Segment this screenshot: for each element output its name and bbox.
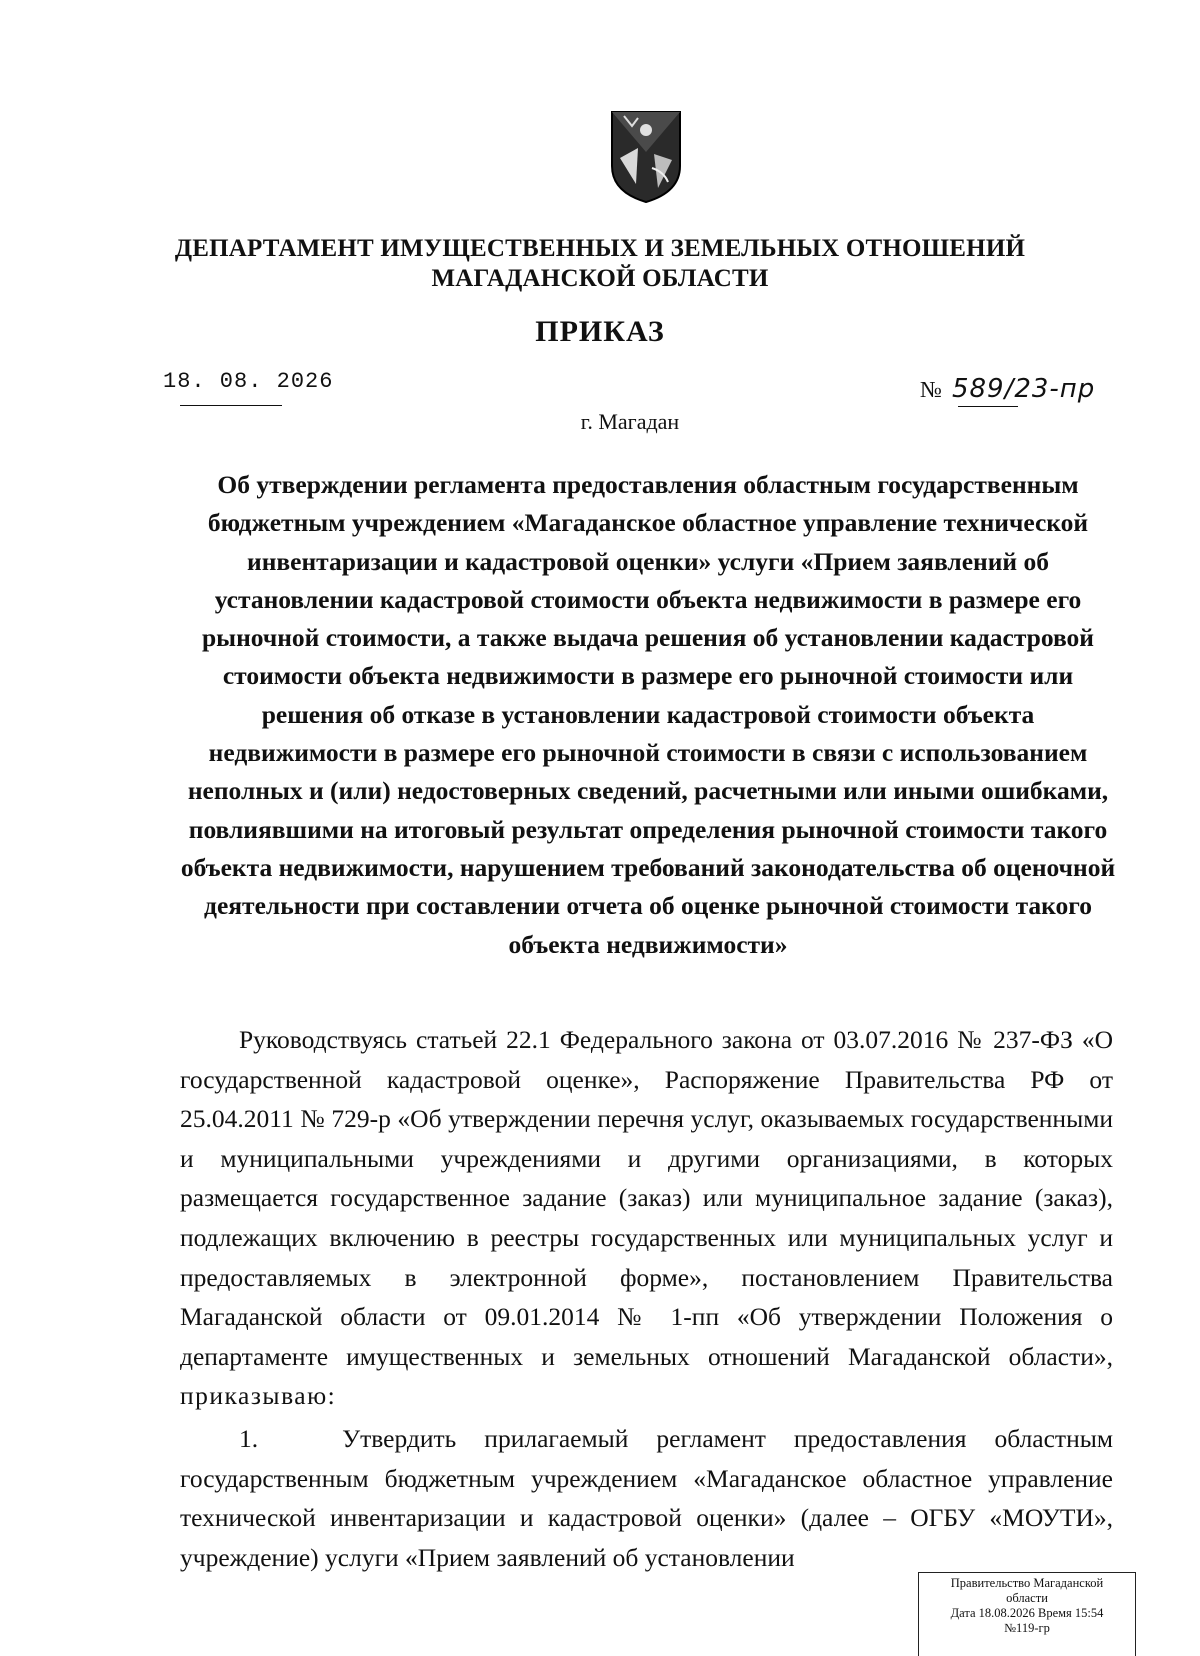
order-number-value: 589/23-пр: [951, 374, 1096, 404]
department-name: [150, 234, 1050, 294]
coat-of-arms-emblem: [608, 108, 684, 204]
stamp-line-1: Правительство Магаданской: [950, 1576, 1104, 1590]
department-line-1: ДЕПАРТАМЕНТ ИМУЩЕСТВЕННЫХ И ЗЕМЕЛЬНЫХ ОТНОШЕНИЙ: [174, 235, 1026, 262]
registration-stamp: [918, 1572, 1136, 1656]
order-number: [920, 374, 1095, 404]
item-1-paragraph: 1. Утвердить прилагаемый регламент предоставления областным государственным бюджетным учреждением «Магаданское областное управление технической инвентаризации и кадастровой оценки» (далее – ОГБУ «МОУТИ», учреждение) услуги «Прием заявлений об установлении: [180, 1424, 1120, 1572]
stamp-line-2: области: [1006, 1591, 1048, 1605]
date-underline: [180, 405, 282, 406]
preamble-text: Руководствуясь статьей 22.1 Федерального закона от 03.07.2016 № 237-ФЗ «О государственной кадастровой оценке», Распоряжение Правительства РФ от 25.04.2011 № 729-р «Об утверждении перечня услуг, оказываемых государственными и муниципальными учреждениями и другими организациями, в которых размещается государственное задание (заказ) или муниципальное задание (заказ), подлежащих включению в реестры государственных или муниципальных услуг и предоставляемых в электронной форме», постановлением Правительства Магаданской области от 09.01.2014 № 1-пп «Об утверждении Положения о департаменте имущественных и земельных отношений Магаданской области»,: [180, 1025, 1113, 1371]
preamble-paragraph: [180, 1020, 1113, 1416]
order-subject: Об утверждении регламента предоставления областным государственным бюджетным учреждением «Магаданское областное управление технической инвентаризации и кадастровой оценки» услуги «Прием заявлений об установлении кадастровой стоимости объекта недвижимости в размере его рыночной стоимости, а также выдача решения об установлении кадастровой стоимости объекта недвижимости в размере его рыночной стоимости или решения об отказе в установлении кадастровой стоимости объекта недвижимости в размере его рыночной стоимости в связи с использованием неполных и (или) недостоверных сведений, расчетными или иными ошибками, повлиявшими на итоговый результат определения рыночной стоимости такого объекта недвижимости, нарушением требований законодательства об оценочной деятельности при составлении отчета об оценке рыночной стоимости такого объекта недвижимости»: [180, 470, 1116, 959]
number-underline: [958, 406, 1018, 407]
number-sign: №: [920, 377, 942, 402]
order-word: приказываю:: [180, 1381, 337, 1411]
stamp-line-3: Дата 18.08.2026 Время 15:54: [950, 1606, 1104, 1620]
order-date: 18. 08. 2026: [163, 369, 334, 394]
city-name: г. Магадан: [580, 409, 680, 434]
document-type-title: ПРИКАЗ: [535, 315, 665, 348]
stamp-line-4: №119-гр: [1004, 1621, 1050, 1635]
department-line-2: МАГАДАНСКОЙ ОБЛАСТИ: [431, 265, 769, 292]
